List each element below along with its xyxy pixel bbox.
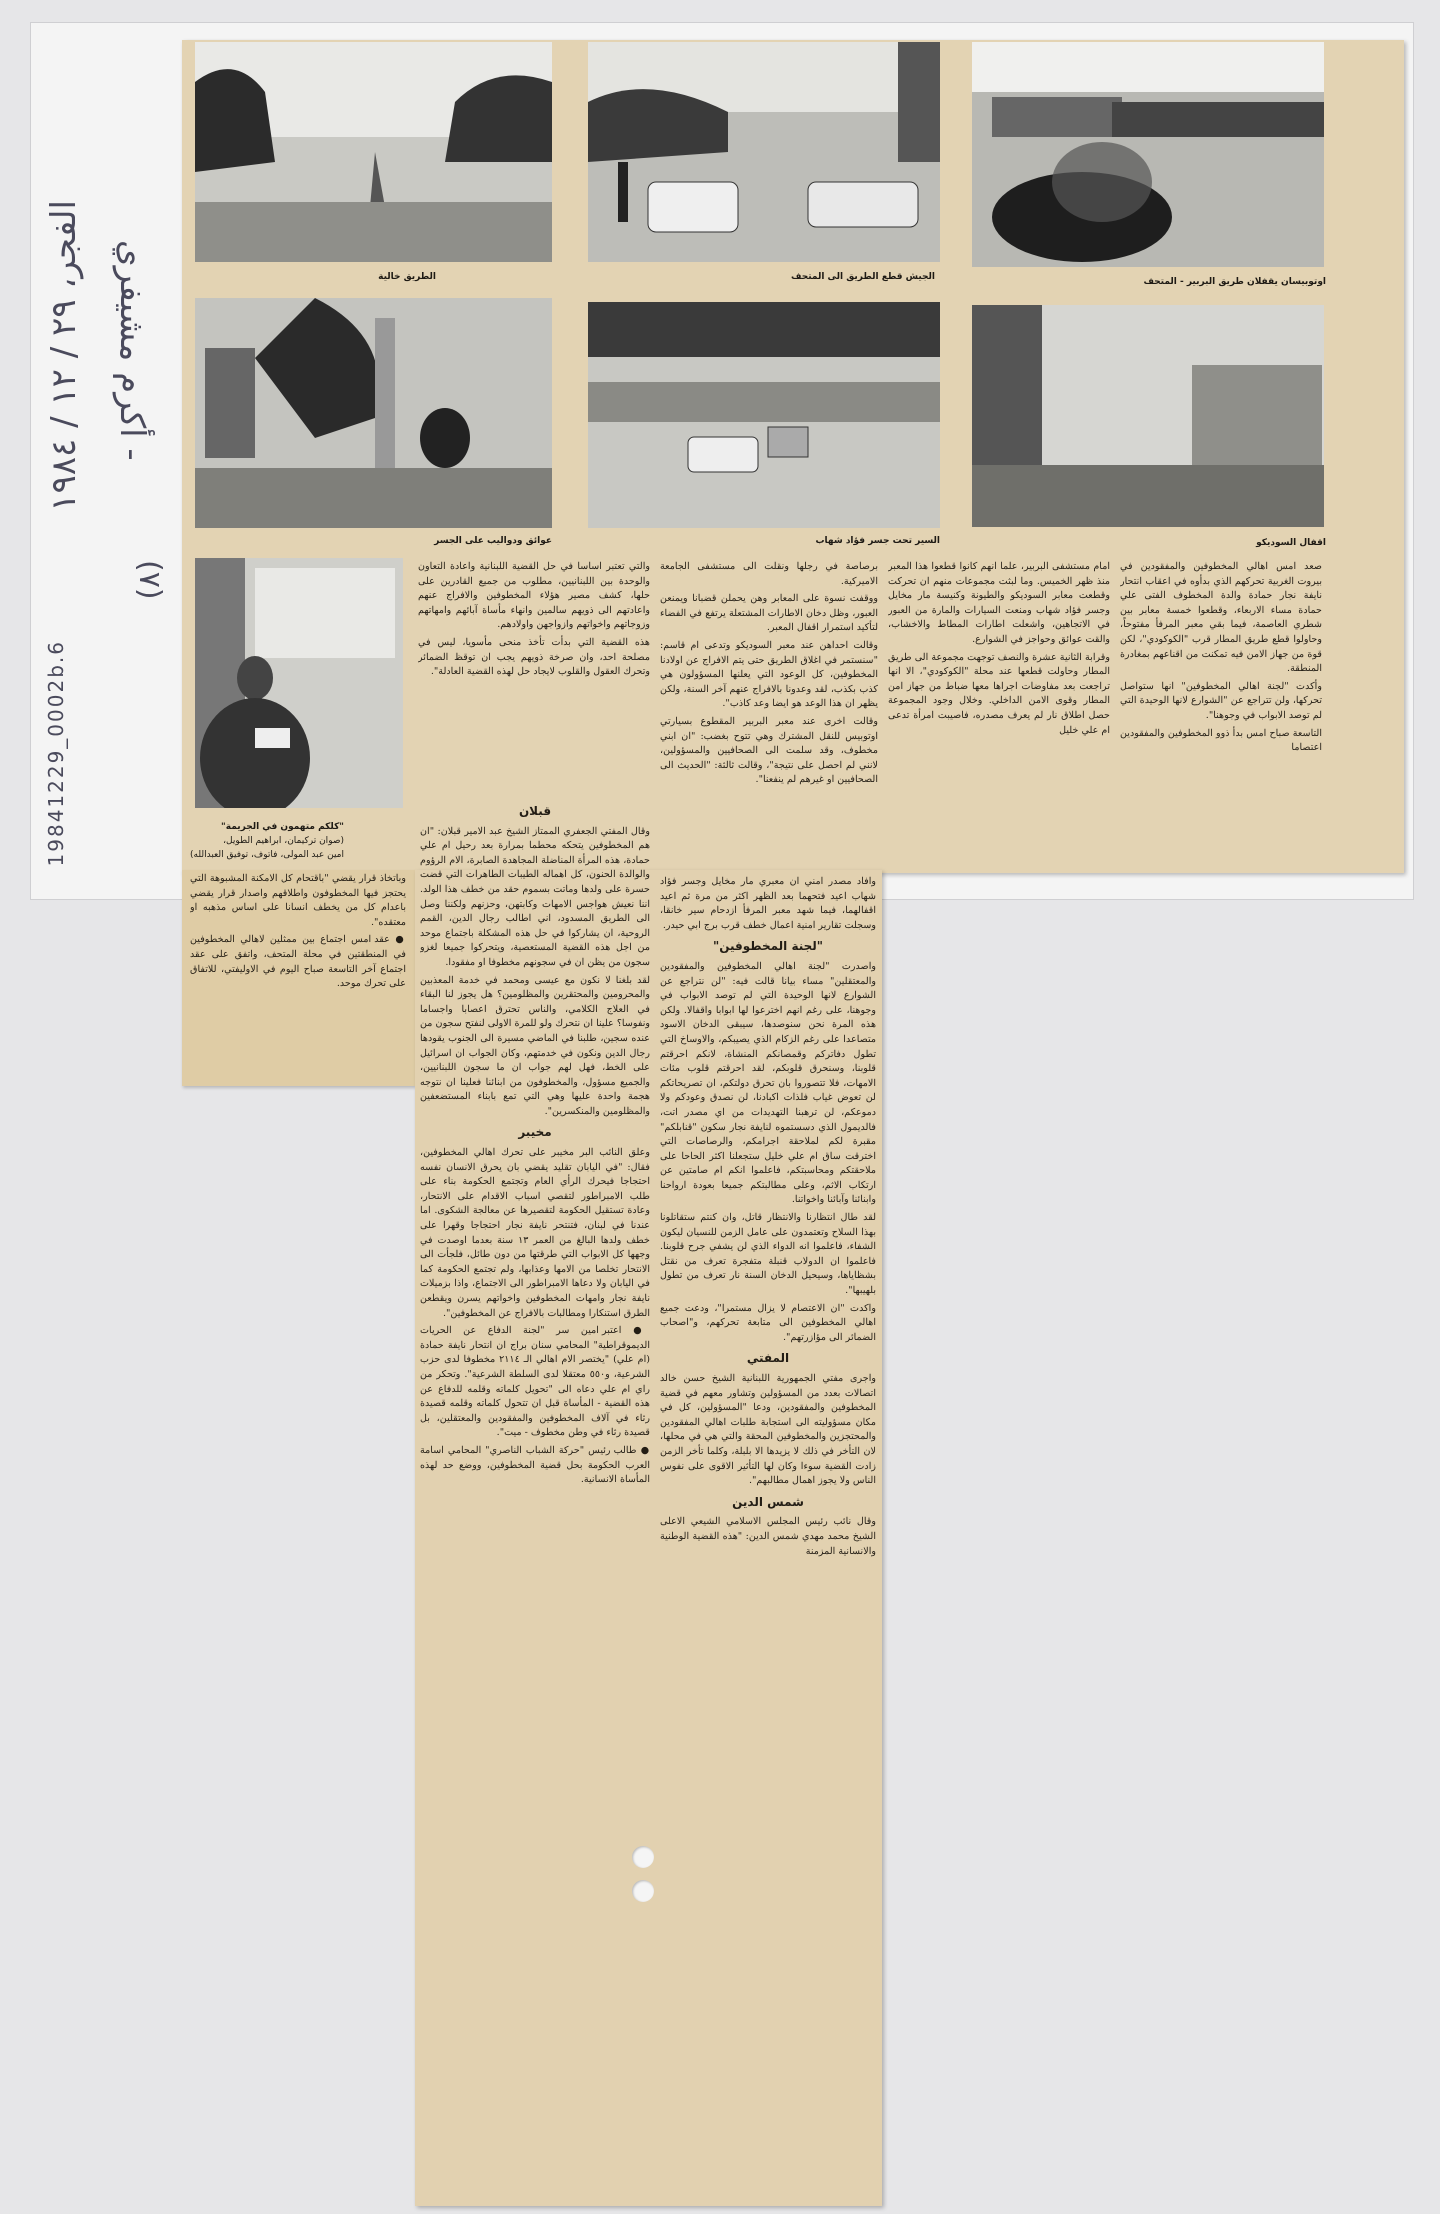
paragraph: وأكدت "لجنة اهالي المخطوفين" انها ستواصل تحركها، ولن تتراجع عن "الشوارع لانها الوحيدة التي لم توصد الابواب في وجوهنا". — [1120, 680, 1322, 721]
paragraph: وقالت اخرى عند معبر البربير المقطوع بسيارتي اوتوبيس للنقل المشترك وهي تتوح بغضب: "ان ابني مخطوف، وقد سلمت الى الصحافيين والمسؤولين، لانني لم احصل على نتيجة"، وقالت ثالثة: "الحديث الى الصحافيين او غيرهم لم ينفعنا". — [660, 715, 878, 786]
paragraph: وقال نائب رئيس المجلس الاسلامي الشيعي الاعلى الشيخ محمد مهدي شمس الدين: "هذه القضية الوطنية والانسانية المزمنة — [660, 1516, 876, 1557]
paragraph: واجرى مفتي الجمهورية اللبنانية الشيخ حسن خالد اتصالات بعدد من المسؤولين وتشاور معهم في قضية المخطوفين والمفقودين، ودعا "المسؤولين، كل في مكان مسؤوليته الى استجابة طلبات اهالي المفقودين والمحتجزين والمخطوفين المحقة والتي هي في محلها، لان التأخر في ذلك لا يزيدها الا بلبلة، وكلما تأخر الزمن زادت القضية سوءا وكان لها التأثير الاقوى على نفوس الناس ولا يجوز اهمال مطالبهم". — [660, 1373, 876, 1487]
paragraph: وافاد مصدر امني ان معبري مار مخايل وجسر فؤاد شهاب اعيد فتحهما بعد الظهر اكثر من مرة ثم اعيد اقفالهما، فيما شهد معبر المرفأ ازدحام سير خانقا، وسجلت تقارير امنية اعمال خطف قرب برج ابي حيدر. — [660, 876, 876, 931]
paragraph: وقرابة الثانية عشرة والنصف توجهت مجموعة الى طريق المطار وحاولت قطعها عند محلة "الكوكودي"، الا انها تراجعت بعد مفاوضات اجراها معها ضباط من جهاز امن المطار وقوى الامن الداخلي. وخلال وجود المجموعة حصل اطلاق نار لم يعرف مصدره، فاصيبت امرأة تدعى ام علي خليل — [888, 651, 1110, 736]
photo-empty-road — [195, 42, 552, 262]
bullet-icon: ● — [621, 1325, 650, 1337]
caption-protesters-names-2: امين عبد المولى، فاتوف، توفيق العبدالله) — [190, 850, 344, 860]
paragraph: ووقفت نسوة على المعابر وهن يحملن قضبانا ويمنعن العبور، وظل دخان الاطارات المشتعلة يرتفع في الفضاء لتأكيد استمرار اقفال المعبر. — [660, 593, 878, 634]
punch-hole — [632, 1846, 654, 1868]
article-column-3 — [660, 560, 878, 870]
paragraph: هذه القضية التي بدأت تأخذ منحى مأسويا، ليس في مصلحة احد، وان صرخة ذويهم يجب ان توقظ الضمائر وتحرك العقول والقلوب لايجاد حل لهذه القضية العادلة". — [418, 636, 650, 678]
caption-bridge-obstacles: عوائق ودواليب على الجسر — [434, 536, 552, 546]
article-column-4 — [418, 560, 650, 790]
paragraph: وقالت احداهن عند معبر السوديكو وتدعى ام قاسم: "سنستمر في اغلاق الطريق حتى يتم الافراج عن اولادنا المخطوفين، كل الوعود التي يعلنها المسؤولون هي كذب بكذب، لقد وعدونا بالافراج عنهم آخر السنة، ولكن يظهر ان هذا الوعد هو ايضا وعد كاذب". — [660, 639, 878, 710]
subheading-mufti: المفتي — [746, 1351, 790, 1366]
paragraph: امام مستشفى البربير، علما انهم كانوا قطعوا هذا المعبر منذ ظهر الخميس. وما لبثت مجموعات منهم ان تحركت وقطعت معابر السوديكو والطيونة وكنيسة مار مخايل وجسر فؤاد شهاب ومنعت السيارات والمارة من العبور في الاتجاهين، واشعلت اطارات المطاط والاخشاب، والقت عوائق وحواجز في الشوارع. — [888, 561, 1110, 645]
article-column-1 — [1120, 560, 1322, 860]
bullet-icon: ● — [636, 1444, 650, 1456]
subheading-shams-al-din: شمس الدين — [732, 1494, 804, 1509]
paragraph: صعد امس اهالي المخطوفين والمفقودين في بيروت الغربية تحركهم الذي بدأوه في اعقاب انتحار نايفة نجار حمادة والدة المخطوف الفتى علي حمادة مساء الاربعاء، وقطعوا خمسة معابر بين شطري العاصمة، فيما بقي معبر المرفأ مفتوحاً، وحاولوا قطع طريق المطار قرب "الكوكودي"، لكن قوة من جهاز الامن فيه تمكنت من اقناعهم بمغادرة المنطقة. — [1120, 561, 1322, 675]
paragraph: برصاصة في رجلها ونقلت الى مستشفى الجامعة الاميركية. — [660, 561, 878, 587]
caption-traffic-under-bridge: السير تحت جسر فؤاد شهاب — [815, 536, 940, 546]
photo-bridge-obstacles — [195, 298, 552, 528]
paragraph: وقال المفتي الجعفري الممتاز الشيخ عبد الامير قبلان: "ان هم المخطوفين يتحكه محطما بمرارة بعد رحيل ام علي حمادة، هذه المرأة المناضلة المجاهدة الصابرة، الام الرؤوم والوالدة الحنون، كل اهماله الطيبات الطاهرات التي قضت حسرة على ولدها وماتت بسموم حقد من خطف هذا الولد. اننا نعيش هواجس الامهات وكابتهن، وحزنهم ولكننا وصل الى الطريق المسدود، اني اطالب رجال الدين، القمم الروحية، ان يشاركوا في حل هذه المشكلة باجتماع موحد من اجل هذه القضية المستعصية، ويتحركوا جميعا لغزو سجون من يظن ان في سجونهم مخطوفا او مفقودا. — [420, 825, 650, 968]
paragraph: التاسعة صباح امس بدأ ذوو المخطوفين والمفقودين اعتصاما — [1120, 727, 1322, 754]
paragraph: واكدت "ان الاعتصام لا يزال مستمرا"، ودعت جميع اهالي المخطوفين الى متابعة تحركهم، و"اصحاب الضمائر الى مؤازرتهم". — [660, 1302, 876, 1343]
photo-army-road-block — [588, 42, 940, 262]
paragraph — [420, 1324, 650, 1441]
photo-traffic-under-bridge — [588, 302, 940, 528]
paragraph: وباتخاذ قرار يقضي "باقتحام كل الامكنة المشبوهة التي يحتجز فيها المخطوفون واطلاقهم واصدار قرار يقضي باعدام كل من يخطف انسانا على اساس مذهبه او معتقده". — [190, 873, 406, 928]
paragraph: لقد طال انتظارنا والانتظار قاتل، وان كنتم ستقاتلونا بهذا السلاح وتعتمدون على عامل الزمن للنسيان ليكون الشفاء، فاعلموا انه الدواء الذي لن يشفي جرح قلوبنا. فاعلموا ان الدولاب قنبلة متفجرة تعرف من نقتل بشظاياها، وسيحيل الدخان السنة نار تعرف من تطول بلهيبها". — [660, 1212, 876, 1297]
subheading-qabalan: قبلان — [518, 804, 552, 818]
caption-empty-road: الطريق خالية — [378, 272, 436, 282]
handwritten-date-note: الفجر، ٢٩ / ١٢ / ١٩٨٤ — [44, 200, 84, 512]
article-column-2 — [888, 560, 1110, 860]
paragraph-text: اعتبر امين سر "لجنة الدفاع عن الحريات الديموقراطية" المحامي سنان براج ان انتحار نايفة حمادة (ام علي) "يختصر الام اهالي الـ ٢١١٤ مخطوفا لدى حزب الشرعية، و٥٥٠ معتقلا لدى السلطة الشرعية". وتحكر من راي ام علي دعاه الى "تحويل كلماته وقلمه للدفاع عن هذه القضية - المأساة قبل ان تتحول كلماته وقلمه قصيدة رثاء في آلاف المخطوفين والمفقودين والمعتقلين، بل قصيدة رثاء في وطن مخطوف - ميت". — [420, 1325, 650, 1439]
caption-protesters-quote: "كلكم متهمون في الجريمة" — [221, 822, 344, 832]
paragraph: لقد بلغنا لا نكون مع عيسى ومحمد في خدمة المعذبين والمحرومين والمحتقرين والمظلومين؟ هل يجوز لنا البقاء في العلاج الكلامي، والناس تحترق اعصابا واجساما ونفوسا؟ علينا ان نتحرك ولو للمرة الاولى لنفتح سجون من عنده سجين، طلبنا في الماضي مسيرة الى الجنوب يقودها رجال الدين ونكون في خدمتهم، وكان الجواب ان اسرائيل على الخط، فهل لهم جواب ان ما سجون اللبنانيين، والجميع مسؤول، والمخطوفون من ابنائنا فعلينا ان نتوجه هجمة واحدة عليها وهي التي تمع بابناء المستضعفين والمظلومين والمنكسرين". — [420, 974, 650, 1117]
handwritten-author-note: أكرم مشيفري - — [112, 240, 152, 461]
paragraph-text: عقد امس اجتماع بين ممثلين لاهالي المخطوفين في المنطقتين في محلة المتحف، واتفق على عقد اجتماع آخر التاسعة صباح اليوم في الاوليفتي، للاتفاق على تحرك موحد. — [190, 934, 406, 990]
paragraph: وعلق النائب البر مخيبر على تحرك اهالي المخطوفين، فقال: "في اليابان تقليد يقضي بان يحرق الانسان نفسه احتجاجا فيحرك الرأي العام وتجتمع الحكومة بناء على طلب الامبراطور لتقصي اسباب الاقدام على الانتحار، وعادة تستقيل الحكومة لتقصيرها عن معالجة الشكوى. اما عندنا في لبنان، فتنتحر نايفة نجار احتجاجا وقهرا على خطف ولدها البالغ من العمر ١٣ سنة بعدما اوصدت في وجهها كل الابواب التي طرقتها من دون طائل، فلجأت الى الانتحار تخلصا من الامها وعذابها، ولم تجتمع الحكومة كما في اليابان ولا دعاها الامبراطور الى الاجتماع، واذا بزميلات نايفة نجار وامهات المخطوفين واخواتهم يسرن ويقطعن الطرق استنكارا ومطالبات بالافراج عن المخطوفين". — [420, 1147, 650, 1319]
article-left-block — [190, 872, 406, 1080]
bullet-icon: ● — [389, 934, 406, 946]
article-stem-left-column — [420, 798, 650, 2198]
paragraph-text: طالب رئيس "حركة الشباب الناصري" المحامي اسامة العرب الحكومة بحل قضية المخطوفين، ووضع حد لهذه المأساة الانسانية. — [420, 1444, 650, 1486]
paragraph: واصدرت "لجنة اهالي المخطوفين والمفقودين والمعتقلين" مساء بيانا قالت فيه: "لن نتراجع عن الشوارع لانها الوحيدة التي لم توصد الابواب في وجوهنا، على رغم انهم اخترعوا لها ابوابا واقفالا. ولكن هذه المرة نحن سنوصدها، سيبقى الدخان الاسود متصاعدا على رغم الزكام الذي يصيبكم، والاوساخ التي تطول دفاتركم وقمصانكم المنشاة، لانكم احرقتم قلوبنا، وسنحرق قلوبكم، لقد احرقتم قلوب مئات الامهات، فلا تتصوروا بان تحرق دولتكم، ان تصريحاتكم لن تعوض غياب فلذات اكبادنا، لن نصدق وعودكم ولا دموعكم، لن ترهبنا التهديدات من اي مصدر اتت، فالديمول الذي دسستموه لنايفة نجار سكون "قنابلكم" مقبرة لكم لملاحقة اجرامكم، والرصاصات التي اخترقت ساق ام علي خليل ستجعلنا اكثر الحاحا على ملاحقتكم ومحاسبتكم، فاعلموا انكم ام صامتين عن ارتكاب الاثم، وعلى مطالبتكم جميعا بعودة ارواحنا وابنائنا وآبائنا واخواتنا. — [660, 960, 876, 1206]
paragraph — [420, 1444, 650, 1488]
handwritten-page-number: (٧) — [132, 560, 167, 600]
subheading-mukhaibar: مخيبر — [518, 1125, 552, 1140]
photo-protesting-women — [195, 558, 403, 808]
caption-buses-blocking-road: اوتوبيسان يقفلان طريق البربير - المتحف — [1143, 277, 1326, 287]
archive-code: 19841229_0002b.6 — [44, 640, 68, 867]
photo-sodeco-closed — [972, 305, 1324, 527]
caption-army-road-block: الجيش قطع الطريق الى المتحف — [791, 272, 935, 282]
article-stem-right-column — [660, 875, 876, 2195]
caption-sodeco-closed: اقفال السوديكو — [1256, 538, 1326, 548]
paragraph: والتي تعتبر اساسا في حل القضية اللبنانية واعادة التعاون والوحدة بين اللبنانيين، مطلوب من جميع القادرين على حلها، كشف مصير هؤلاء المخطوفين والافراج عنهم واعادتهم الى ذويهم سالمين وانهاء مأساة آبائهم وامهاتهم وزوجاتهم واخواتهم وازواجهن واولادهم. — [418, 561, 650, 631]
paragraph — [190, 933, 406, 991]
punch-hole — [632, 1880, 654, 1902]
photo-buses-blocking-road — [972, 42, 1324, 267]
caption-protesters-names-1: (صوان تركيمان، ابراهيم الطويل، — [223, 836, 344, 846]
subheading-kidnapped-committee: "لجنة المخطوفين" — [712, 939, 824, 954]
